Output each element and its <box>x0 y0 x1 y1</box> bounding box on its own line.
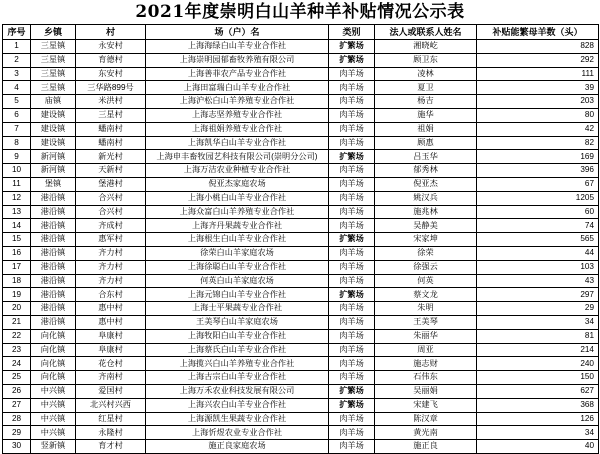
table-row <box>3 384 599 398</box>
table-row <box>3 315 599 329</box>
cell-town: 新河镇 <box>31 150 76 164</box>
cell-category: 肉羊场 <box>329 122 375 136</box>
cell-category: 扩繁场 <box>329 384 375 398</box>
table-row <box>3 302 599 316</box>
cell-town: 建设镇 <box>31 136 76 150</box>
table-row <box>3 246 599 260</box>
cell-village: 合东村 <box>76 288 146 302</box>
cell-village: 爱国村 <box>76 384 146 398</box>
cell-town: 向化镇 <box>31 329 76 343</box>
cell-index: 30 <box>3 440 31 454</box>
cell-index: 20 <box>3 302 31 316</box>
cell-ewe-count: 169 <box>477 150 599 164</box>
cell-farm-name: 上海凯华白山羊专业合作社 <box>146 136 329 150</box>
cell-index: 12 <box>3 191 31 205</box>
table-row <box>3 398 599 412</box>
cell-index: 27 <box>3 398 31 412</box>
col-header-village: 村 <box>76 25 146 40</box>
cell-contact: 祖娟 <box>375 122 477 136</box>
cell-ewe-count: 34 <box>477 426 599 440</box>
table-row <box>3 274 599 288</box>
cell-contact: 杨吉 <box>375 95 477 109</box>
cell-farm-name: 施正良家庭农场 <box>146 440 329 454</box>
table-row <box>3 67 599 81</box>
cell-village: 新光村 <box>76 150 146 164</box>
cell-index: 7 <box>3 122 31 136</box>
cell-ewe-count: 126 <box>477 412 599 426</box>
cell-contact: 施正良 <box>375 440 477 454</box>
table-row <box>3 219 599 233</box>
cell-index: 11 <box>3 177 31 191</box>
cell-village: 米洪村 <box>76 95 146 109</box>
table-row <box>3 53 599 67</box>
cell-category: 扩繁场 <box>329 53 375 67</box>
table-row <box>3 233 599 247</box>
cell-index: 5 <box>3 95 31 109</box>
cell-town: 建设镇 <box>31 122 76 136</box>
cell-contact: 蔡文龙 <box>375 288 477 302</box>
cell-ewe-count: 44 <box>477 246 599 260</box>
cell-contact: 郁秀林 <box>375 164 477 178</box>
cell-village: 花仓村 <box>76 357 146 371</box>
cell-town: 建设镇 <box>31 108 76 122</box>
cell-category: 肉羊场 <box>329 108 375 122</box>
cell-ewe-count: 1205 <box>477 191 599 205</box>
cell-town: 三星镇 <box>31 81 76 95</box>
cell-village: 东安村 <box>76 67 146 81</box>
cell-contact: 朱明 <box>375 302 477 316</box>
cell-index: 8 <box>3 136 31 150</box>
cell-category: 肉羊场 <box>329 371 375 385</box>
cell-ewe-count: 60 <box>477 205 599 219</box>
col-header-category: 类别 <box>329 25 375 40</box>
cell-contact: 石伟东 <box>375 371 477 385</box>
cell-farm-name: 上海根生白山羊专业合作社 <box>146 233 329 247</box>
cell-farm-name: 上海崇明园郁畜牧养殖有限公司 <box>146 53 329 67</box>
cell-town: 中兴镇 <box>31 426 76 440</box>
cell-category: 肉羊场 <box>329 315 375 329</box>
cell-contact: 吴静美 <box>375 219 477 233</box>
cell-category: 肉羊场 <box>329 219 375 233</box>
table-body <box>3 40 599 454</box>
cell-village: 合兴村 <box>76 205 146 219</box>
cell-contact: 夏卫 <box>375 81 477 95</box>
cell-farm-name: 上海善菲农产品专业合作社 <box>146 67 329 81</box>
cell-index: 14 <box>3 219 31 233</box>
cell-village: 齐力村 <box>76 246 146 260</box>
cell-ewe-count: 828 <box>477 40 599 54</box>
cell-town: 港沿镇 <box>31 233 76 247</box>
cell-index: 26 <box>3 384 31 398</box>
table-row <box>3 260 599 274</box>
cell-ewe-count: 82 <box>477 136 599 150</box>
cell-contact: 顾卫东 <box>375 53 477 67</box>
cell-farm-name: 上海元锦白山羊专业合作社 <box>146 288 329 302</box>
cell-category: 肉羊场 <box>329 136 375 150</box>
cell-category: 扩繁场 <box>329 398 375 412</box>
cell-farm-name: 上海万禾农业科技发展有限公司 <box>146 384 329 398</box>
cell-category: 肉羊场 <box>329 95 375 109</box>
cell-category: 肉羊场 <box>329 329 375 343</box>
cell-village: 红星村 <box>76 412 146 426</box>
table-row <box>3 164 599 178</box>
cell-contact: 湘晓屹 <box>375 40 477 54</box>
cell-village: 三华路899号 <box>76 81 146 95</box>
cell-farm-name: 上海申丰畜牧园艺科技有限公司(崇明分公司) <box>146 150 329 164</box>
table-row <box>3 122 599 136</box>
cell-ewe-count: 34 <box>477 315 599 329</box>
cell-farm-name: 上海兴农白山羊专业合作社 <box>146 398 329 412</box>
table-row <box>3 95 599 109</box>
col-header-index: 序号 <box>3 25 31 40</box>
cell-contact: 姚汉兵 <box>375 191 477 205</box>
cell-index: 25 <box>3 371 31 385</box>
cell-village: 北兴村兴西 <box>76 398 146 412</box>
cell-index: 3 <box>3 67 31 81</box>
cell-farm-name: 上海万洁农业种植专业合作社 <box>146 164 329 178</box>
table-row <box>3 329 599 343</box>
cell-ewe-count: 297 <box>477 288 599 302</box>
cell-farm-name: 上海徐聪白山羊专业合作社 <box>146 260 329 274</box>
cell-category: 扩繁场 <box>329 150 375 164</box>
cell-farm-name: 上海田富瑞白山羊专业合作社 <box>146 81 329 95</box>
cell-index: 21 <box>3 315 31 329</box>
cell-farm-name: 上海沪松白山羊养殖专业合作社 <box>146 95 329 109</box>
cell-ewe-count: 292 <box>477 53 599 67</box>
cell-contact: 何英 <box>375 274 477 288</box>
cell-village: 惠中村 <box>76 315 146 329</box>
cell-category: 扩繁场 <box>329 233 375 247</box>
cell-farm-name: 上海祖娟养殖专业合作社 <box>146 122 329 136</box>
table-row <box>3 177 599 191</box>
cell-ewe-count: 40 <box>477 440 599 454</box>
cell-index: 29 <box>3 426 31 440</box>
cell-contact: 吴丽娟 <box>375 384 477 398</box>
cell-farm-name: 上海源凯生果蔬专业合作社 <box>146 412 329 426</box>
cell-town: 三星镇 <box>31 67 76 81</box>
cell-category: 肉羊场 <box>329 205 375 219</box>
cell-category: 肉羊场 <box>329 81 375 95</box>
cell-contact: 徐强云 <box>375 260 477 274</box>
cell-ewe-count: 67 <box>477 177 599 191</box>
table-row <box>3 343 599 357</box>
cell-ewe-count: 368 <box>477 398 599 412</box>
cell-farm-name: 上海士平果蔬专业合作社 <box>146 302 329 316</box>
cell-index: 4 <box>3 81 31 95</box>
cell-category: 肉羊场 <box>329 440 375 454</box>
col-header-ewe-count: 补贴能繁母羊数（头） <box>477 25 599 40</box>
cell-index: 19 <box>3 288 31 302</box>
cell-village: 齐成村 <box>76 219 146 233</box>
cell-index: 24 <box>3 357 31 371</box>
cell-village: 齐南村 <box>76 371 146 385</box>
cell-village: 合兴村 <box>76 191 146 205</box>
cell-contact: 顾惠 <box>375 136 477 150</box>
cell-village: 阜康村 <box>76 329 146 343</box>
cell-farm-name: 上海众富白山羊养殖专业合作社 <box>146 205 329 219</box>
cell-town: 中兴镇 <box>31 412 76 426</box>
cell-town: 堡镇 <box>31 177 76 191</box>
cell-contact: 黄光南 <box>375 426 477 440</box>
cell-index: 22 <box>3 329 31 343</box>
table-row <box>3 426 599 440</box>
cell-contact: 徐荣 <box>375 246 477 260</box>
table-row <box>3 205 599 219</box>
cell-farm-name: 上海揽兴白山羊养殖专业合作社 <box>146 357 329 371</box>
cell-village: 天新村 <box>76 164 146 178</box>
cell-ewe-count: 80 <box>477 108 599 122</box>
cell-contact: 王美琴 <box>375 315 477 329</box>
cell-village: 惠军村 <box>76 233 146 247</box>
cell-town: 向化镇 <box>31 371 76 385</box>
table-row <box>3 288 599 302</box>
cell-category: 肉羊场 <box>329 357 375 371</box>
cell-farm-name: 上海小桃白山羊专业合作社 <box>146 191 329 205</box>
cell-village: 堡港村 <box>76 177 146 191</box>
cell-category: 扩繁场 <box>329 40 375 54</box>
cell-town: 庙镇 <box>31 95 76 109</box>
col-header-farm-name: 场（户）名 <box>146 25 329 40</box>
cell-town: 港沿镇 <box>31 315 76 329</box>
cell-contact: 吕玉华 <box>375 150 477 164</box>
cell-contact: 施兆林 <box>375 205 477 219</box>
cell-town: 港沿镇 <box>31 219 76 233</box>
cell-village: 阜康村 <box>76 343 146 357</box>
cell-ewe-count: 240 <box>477 357 599 371</box>
cell-index: 23 <box>3 343 31 357</box>
cell-town: 三星镇 <box>31 40 76 54</box>
cell-category: 肉羊场 <box>329 67 375 81</box>
cell-ewe-count: 43 <box>477 274 599 288</box>
cell-town: 港沿镇 <box>31 205 76 219</box>
cell-ewe-count: 111 <box>477 67 599 81</box>
cell-category: 肉羊场 <box>329 246 375 260</box>
cell-town: 中兴镇 <box>31 398 76 412</box>
cell-ewe-count: 150 <box>477 371 599 385</box>
cell-village: 蟠南村 <box>76 122 146 136</box>
cell-index: 15 <box>3 233 31 247</box>
table-row <box>3 440 599 454</box>
cell-farm-name: 上海海绿白山羊专业合作社 <box>146 40 329 54</box>
cell-town: 中兴镇 <box>31 384 76 398</box>
cell-village: 永安村 <box>76 40 146 54</box>
cell-town: 港沿镇 <box>31 191 76 205</box>
cell-village: 齐力村 <box>76 274 146 288</box>
table-row <box>3 150 599 164</box>
cell-farm-name: 徐荣白山羊家庭农场 <box>146 246 329 260</box>
cell-index: 16 <box>3 246 31 260</box>
cell-category: 肉羊场 <box>329 426 375 440</box>
table-row <box>3 40 599 54</box>
table-row <box>3 371 599 385</box>
cell-farm-name: 倪亚杰家庭农场 <box>146 177 329 191</box>
cell-farm-name: 何英白山羊家庭农场 <box>146 274 329 288</box>
cell-town: 港沿镇 <box>31 302 76 316</box>
cell-index: 9 <box>3 150 31 164</box>
cell-town: 向化镇 <box>31 357 76 371</box>
cell-farm-name: 上海牧阳白山羊专业合作社 <box>146 329 329 343</box>
cell-ewe-count: 74 <box>477 219 599 233</box>
cell-ewe-count: 565 <box>477 233 599 247</box>
page-title: 2021年度崇明白山羊种羊补贴情况公示表 <box>135 2 465 22</box>
cell-index: 13 <box>3 205 31 219</box>
cell-index: 1 <box>3 40 31 54</box>
cell-category: 肉羊场 <box>329 343 375 357</box>
cell-index: 10 <box>3 164 31 178</box>
cell-ewe-count: 396 <box>477 164 599 178</box>
table-row <box>3 412 599 426</box>
cell-village: 蟠南村 <box>76 136 146 150</box>
table-row <box>3 357 599 371</box>
cell-category: 肉羊场 <box>329 412 375 426</box>
cell-contact: 凌林 <box>375 67 477 81</box>
cell-farm-name: 上海蔡氏白山羊专业合作社 <box>146 343 329 357</box>
cell-ewe-count: 42 <box>477 122 599 136</box>
cell-contact: 宋建飞 <box>375 398 477 412</box>
col-header-town: 乡镇 <box>31 25 76 40</box>
cell-ewe-count: 627 <box>477 384 599 398</box>
cell-index: 18 <box>3 274 31 288</box>
table-row <box>3 191 599 205</box>
cell-category: 肉羊场 <box>329 191 375 205</box>
cell-village: 育德村 <box>76 53 146 67</box>
cell-contact: 周亚 <box>375 343 477 357</box>
cell-index: 6 <box>3 108 31 122</box>
cell-town: 港沿镇 <box>31 246 76 260</box>
cell-town: 三星镇 <box>31 53 76 67</box>
cell-farm-name: 上海古宗白山羊专业合作社 <box>146 371 329 385</box>
cell-contact: 施华 <box>375 108 477 122</box>
cell-ewe-count: 203 <box>477 95 599 109</box>
cell-village: 齐力村 <box>76 260 146 274</box>
cell-village: 永隆村 <box>76 426 146 440</box>
cell-village: 三星村 <box>76 108 146 122</box>
cell-index: 17 <box>3 260 31 274</box>
subsidy-table <box>2 24 599 454</box>
cell-town: 港沿镇 <box>31 288 76 302</box>
cell-index: 2 <box>3 53 31 67</box>
cell-ewe-count: 81 <box>477 329 599 343</box>
cell-town: 新河镇 <box>31 164 76 178</box>
col-header-contact: 法人或联系人姓名 <box>375 25 477 40</box>
table-row <box>3 136 599 150</box>
cell-town: 竖新镇 <box>31 440 76 454</box>
cell-contact: 施志财 <box>375 357 477 371</box>
cell-contact: 倪亚杰 <box>375 177 477 191</box>
cell-category: 肉羊场 <box>329 302 375 316</box>
cell-farm-name: 上海齐丹果蔬专业合作社 <box>146 219 329 233</box>
cell-farm-name: 上海忻煜农业专业合作社 <box>146 426 329 440</box>
cell-contact: 陈汉章 <box>375 412 477 426</box>
cell-ewe-count: 103 <box>477 260 599 274</box>
cell-category: 肉羊场 <box>329 177 375 191</box>
cell-farm-name: 上海志坚养殖专业合作社 <box>146 108 329 122</box>
table-row <box>3 81 599 95</box>
cell-ewe-count: 214 <box>477 343 599 357</box>
cell-town: 港沿镇 <box>31 260 76 274</box>
table-header-row <box>3 25 599 40</box>
cell-contact: 朱丽华 <box>375 329 477 343</box>
cell-category: 肉羊场 <box>329 164 375 178</box>
cell-ewe-count: 39 <box>477 81 599 95</box>
cell-category: 肉羊场 <box>329 274 375 288</box>
cell-town: 港沿镇 <box>31 274 76 288</box>
cell-village: 育才村 <box>76 440 146 454</box>
cell-category: 扩繁场 <box>329 288 375 302</box>
cell-farm-name: 王美琴白山羊家庭农场 <box>146 315 329 329</box>
cell-ewe-count: 29 <box>477 302 599 316</box>
cell-index: 28 <box>3 412 31 426</box>
cell-category: 肉羊场 <box>329 260 375 274</box>
cell-village: 惠中村 <box>76 302 146 316</box>
cell-contact: 宋家坤 <box>375 233 477 247</box>
table-row <box>3 108 599 122</box>
cell-town: 向化镇 <box>31 343 76 357</box>
